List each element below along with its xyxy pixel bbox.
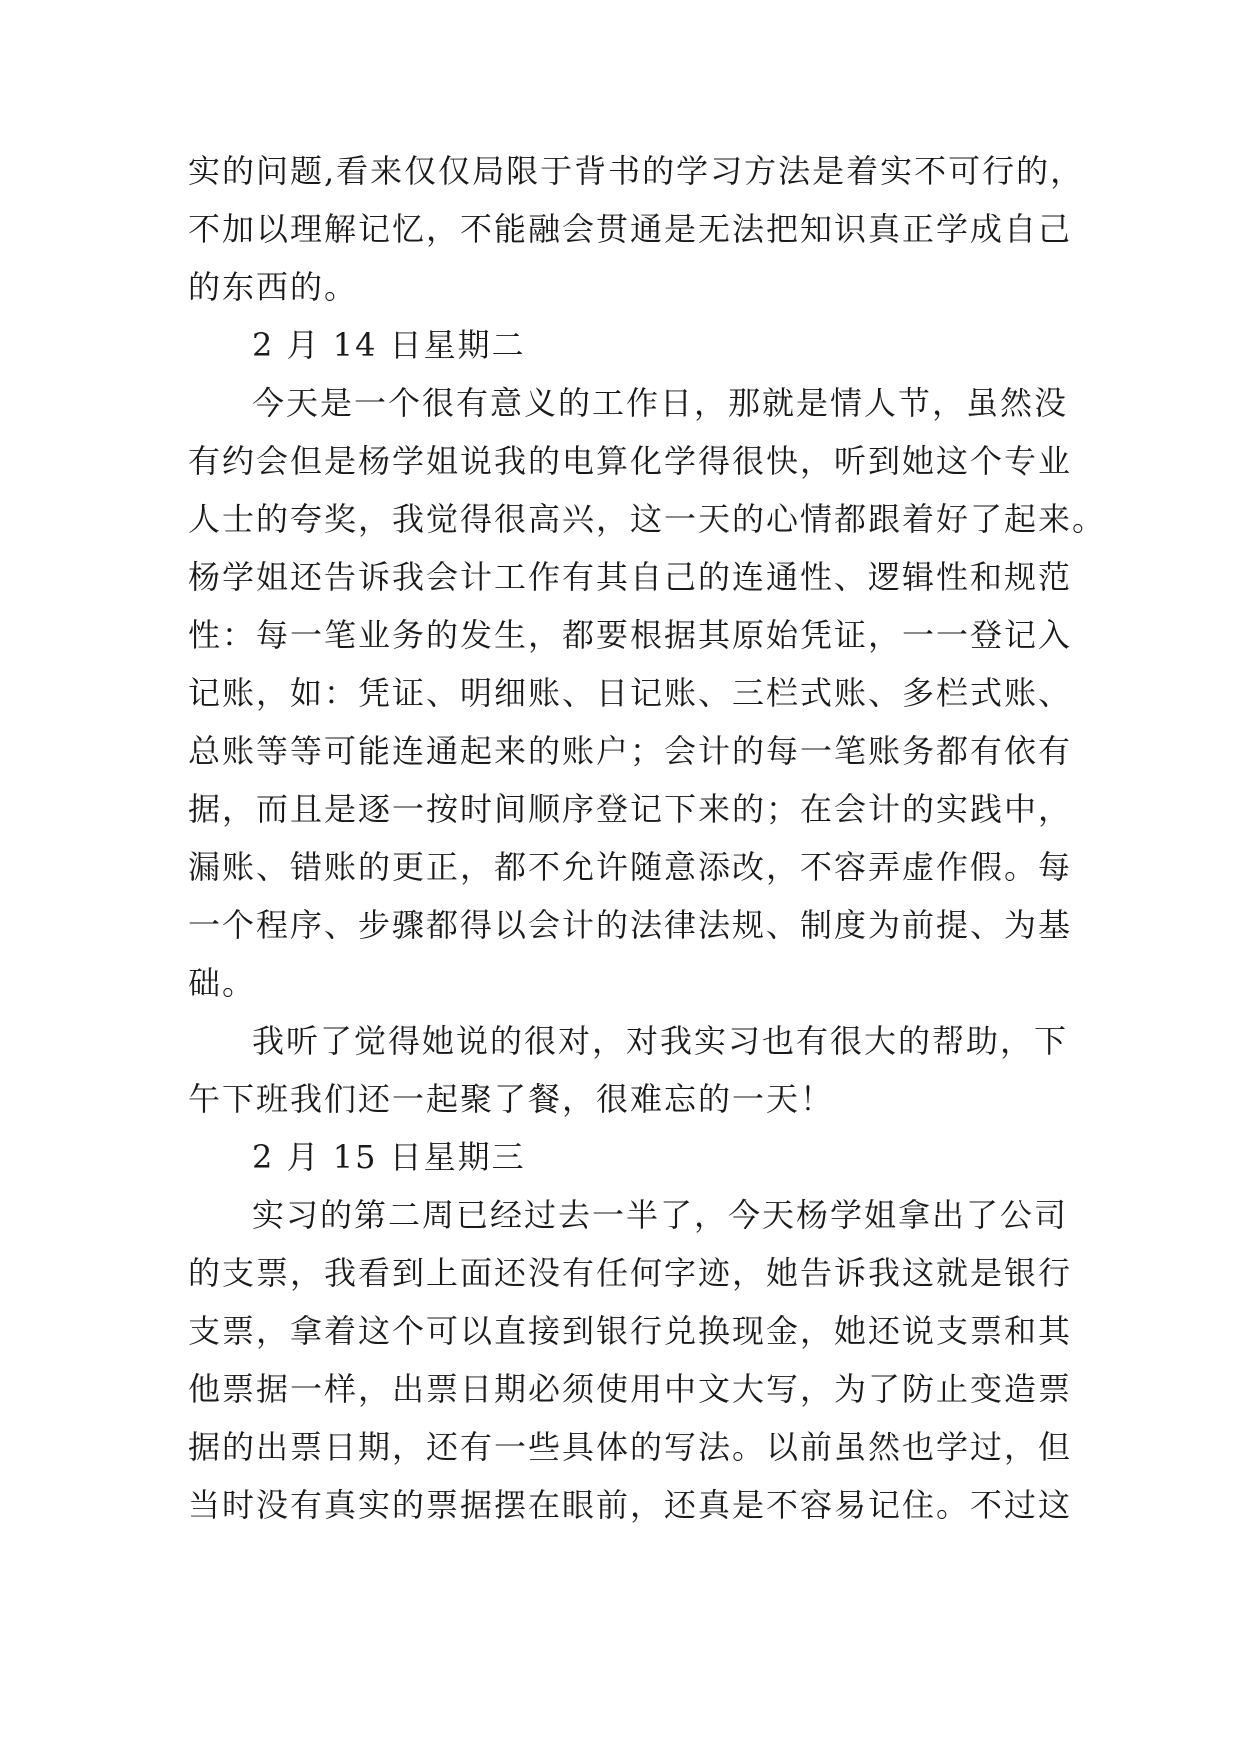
text-line: 础。 <box>188 964 257 1002</box>
text-line: 人士的夸奖，我觉得很高兴，这一天的心情都跟着好了起来。 <box>188 500 1107 538</box>
text-line: 性：每一笔业务的发生，都要根据其原始凭证，一一登记入 <box>188 616 1073 654</box>
text-line: 午下班我们还一起聚了餐，很难忘的一天！ <box>188 1080 835 1118</box>
text-line: 据的出票日期，还有一些具体的写法。以前虽然也学过，但 <box>188 1428 1073 1466</box>
text-line: 实的问题,看来仅仅局限于背书的学习方法是着实不可行的， <box>188 152 1085 190</box>
text-line: 一个程序、步骤都得以会计的法律法规、制度为前提、为基 <box>188 906 1073 944</box>
text-line: 总账等等可能连通起来的账户；会计的每一笔账务都有依有 <box>188 732 1073 770</box>
date-heading: 2 月 14 日星期二 <box>252 326 526 364</box>
paragraph-start: 实习的第二周已经过去一半了，今天杨学姐拿出了公司 <box>252 1196 1069 1234</box>
text-line: 的东西的。 <box>188 268 359 306</box>
text-line: 漏账、错账的更正，都不允许随意添改，不容弄虚作假。每 <box>188 848 1073 886</box>
paragraph-start: 我听了觉得她说的很对，对我实习也有很大的帮助，下 <box>252 1022 1069 1060</box>
document-body <box>188 142 1107 1534</box>
text-line: 据，而且是逐一按时间顺序登记下来的；在会计的实践中， <box>188 790 1073 828</box>
text-line: 他票据一样，出票日期必须使用中文大写，为了防止变造票 <box>188 1370 1073 1408</box>
text-line: 不加以理解记忆，不能融会贯通是无法把知识真正学成自己 <box>188 210 1073 248</box>
text-line: 的支票，我看到上面还没有任何字迹，她告诉我这就是银行 <box>188 1254 1073 1292</box>
paragraph-start: 今天是一个很有意义的工作日，那就是情人节，虽然没 <box>252 384 1069 422</box>
text-line: 当时没有真实的票据摆在眼前，还真是不容易记住。不过这 <box>188 1486 1073 1524</box>
text-line: 有约会但是杨学姐说我的电算化学得很快，听到她这个专业 <box>188 442 1073 480</box>
text-line: 支票，拿着这个可以直接到银行兑换现金，她还说支票和其 <box>188 1312 1073 1350</box>
text-line: 杨学姐还告诉我会计工作有其自己的连通性、逻辑性和规范 <box>188 558 1073 596</box>
text-line: 记账，如：凭证、明细账、日记账、三栏式账、多栏式账、 <box>188 674 1073 712</box>
date-heading: 2 月 15 日星期三 <box>252 1138 526 1176</box>
